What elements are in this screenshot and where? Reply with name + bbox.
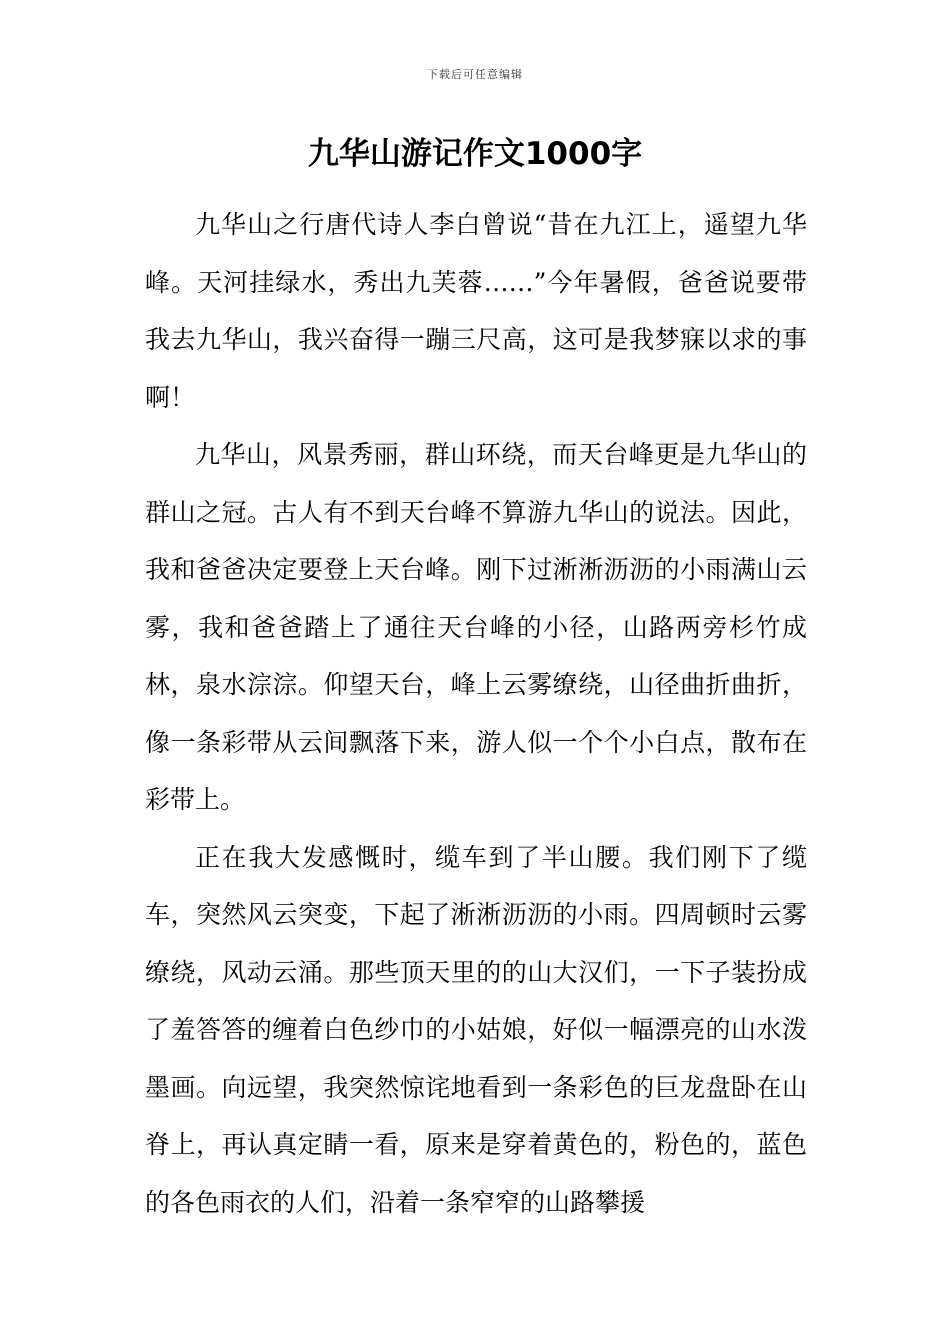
- paragraph: 九华山之行唐代诗人李白曾说“昔在九江上，遥望九华峰。天河挂绿水，秀出九芙蓉……”今年暑假，爸爸说要带我去九华山，我兴奋得一蹦三尺高，这可是我梦寐以求的事啊！: [145, 210, 807, 412]
- paragraph: 正在我大发感慨时，缆车到了半山腰。我们刚下了缆车，突然风云突变，下起了淅淅沥沥的小雨。四周顿时云雾缭绕，风动云涌。那些顶天里的的山大汉们，一下子装扮成了羞答答的缠着白色纱巾的小姑娘，好似一幅漂亮的山水泼墨画。向远望，我突然惊诧地看到一条彩色的巨龙盘卧在山脊上，再认真定睛一看，原来是穿着黄色的，粉色的，蓝色的各色雨衣的人们，沿着一条窄窄的山路攀援: [145, 842, 807, 1217]
- header-note: 下载后可任意编辑: [427, 68, 523, 81]
- paragraph: 九华山，风景秀丽，群山环绕，而天台峰更是九华山的群山之冠。古人有不到天台峰不算游九华山的说法。因此，我和爸爸决定要登上天台峰。刚下过淅淅沥沥的小雨满山云雾，我和爸爸踏上了通往天台峰的小径，山路两旁杉竹成林，泉水淙淙。仰望天台，峰上云雾缭绕，山径曲折曲折，像一条彩带从云间飘落下来，游人似一个个小白点，散布在彩带上。: [145, 440, 807, 814]
- document-body: [145, 196, 807, 1231]
- document-title: 九华山游记作文1000字: [307, 136, 643, 172]
